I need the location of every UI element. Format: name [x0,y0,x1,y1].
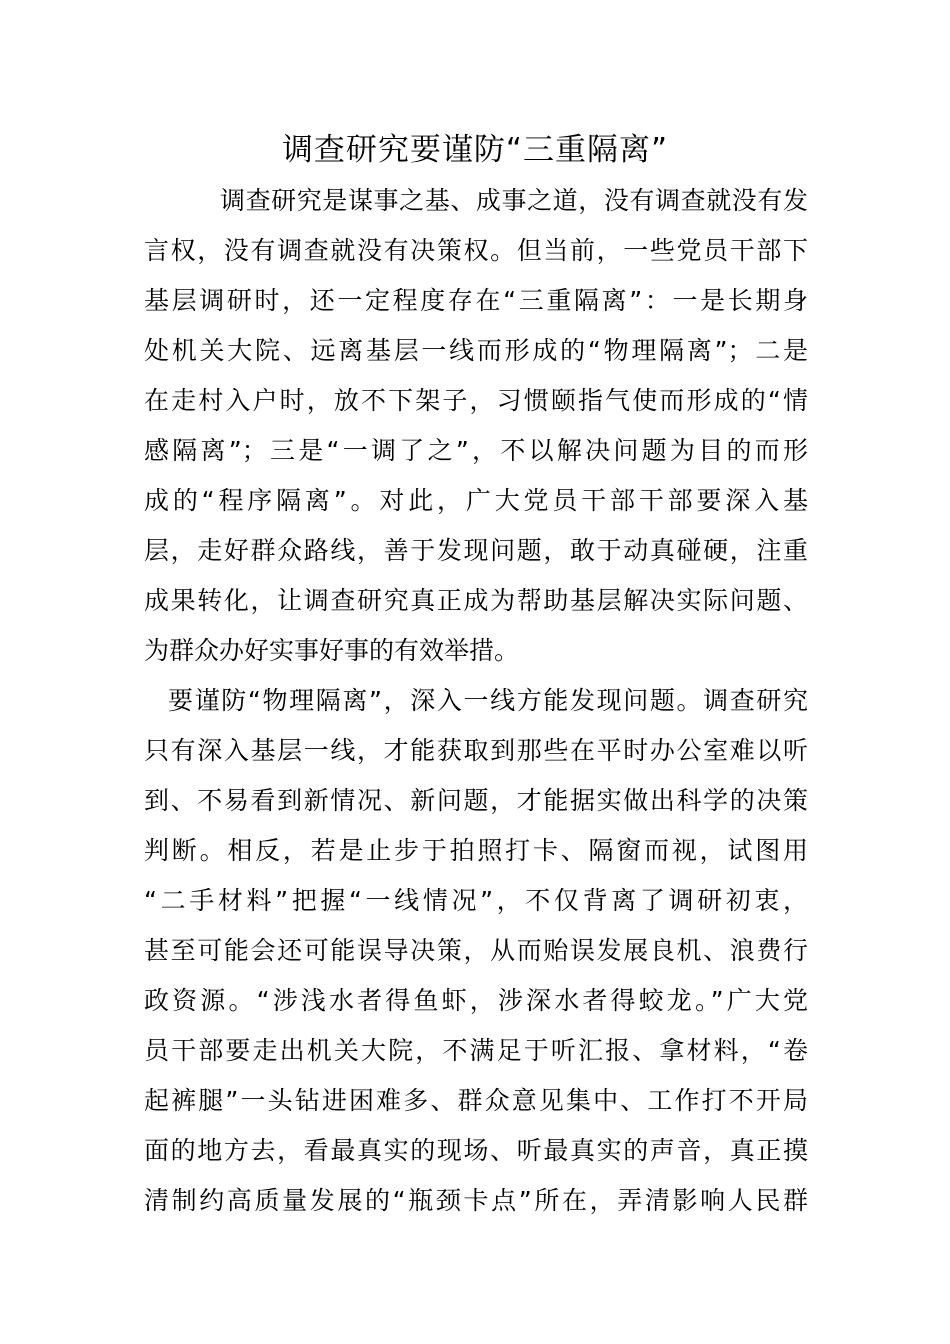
paragraph-1-line-7: 成的“程序隔离”。对此，广大党员干部干部要深入基 [144,486,808,515]
paragraph-2-line-3: 到、不易看到新情况、新问题，才能据实做出科学的决策 [144,786,808,815]
paragraph-2-line-2: 只有深入基层一线，才能获取到那些在平时办公室难以听 [144,736,808,765]
paragraph-1-line-2: 言权，没有调查就没有决策权。但当前，一些党员干部下 [144,236,808,265]
paragraph-1-line-10: 为群众办好实事好事的有效举措。 [144,636,520,665]
paragraph-1-line-4: 处机关大院、远离基层一线而形成的“物理隔离”；二是 [144,336,808,365]
paragraph-2 [144,676,808,1226]
paragraph-1-line-5: 在走村入户时，放不下架子，习惯颐指气使而形成的“情 [144,386,808,415]
document-body [144,176,808,1226]
paragraph-2-line-10: 面的地方去，看最真实的现场、听最真实的声音，真正摸 [144,1136,808,1165]
paragraph-2-line-8: 员干部要走出机关大院，不满足于听汇报、拿材料，“卷 [144,1036,808,1065]
paragraph-2-line-11: 清制约高质量发展的“瓶颈卡点”所在，弄清影响人民群 [144,1186,808,1215]
paragraph-1 [144,176,808,676]
paragraph-1-line-6: 感隔离”；三是“一调了之”，不以解决问题为目的而形 [144,436,808,465]
paragraph-2-line-7: 政资源。“涉浅水者得鱼虾，涉深水者得蛟龙。”广大党 [144,986,808,1015]
paragraph-2-line-1: 要谨防“物理隔离”，深入一线方能发现问题。调查研究 [168,686,808,715]
paragraph-1-line-3: 基层调研时，还一定程度存在“三重隔离”：一是长期身 [144,286,808,315]
paragraph-2-line-9: 起裤腿”一头钻进困难多、群众意见集中、工作打不开局 [144,1086,808,1115]
paragraph-2-line-6: 甚至可能会还可能误导决策，从而贻误发展良机、浪费行 [144,936,808,965]
document-title: 调查研究要谨防“三重隔离” [281,132,669,168]
paragraph-2-line-5: “二手材料”把握“一线情况”，不仅背离了调研初衷， [144,886,808,915]
paragraph-1-line-1: 调查研究是谋事之基、成事之道，没有调查就没有发 [220,186,808,215]
paragraph-1-line-9: 成果转化，让调查研究真正成为帮助基层解决实际问题、 [144,586,808,615]
paragraph-1-line-8: 层，走好群众路线，善于发现问题，敢于动真碰硬，注重 [144,536,808,565]
paragraph-2-line-4: 判断。相反，若是止步于拍照打卡、隔窗而视，试图用 [144,836,808,865]
